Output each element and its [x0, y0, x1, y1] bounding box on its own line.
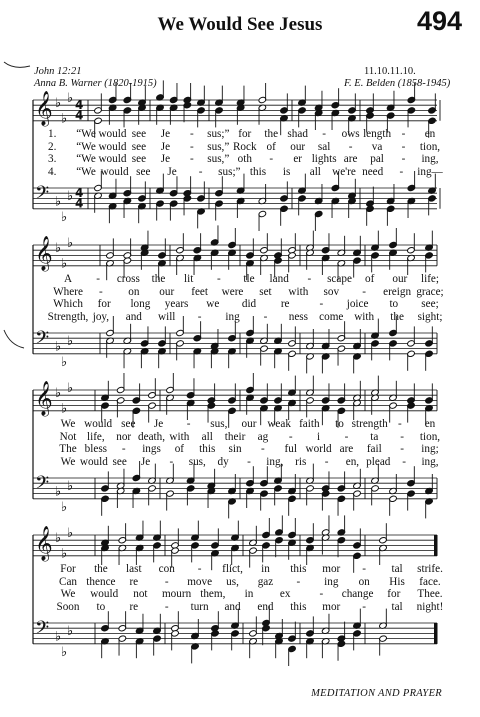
lyric-syllable: and [125, 310, 142, 323]
syllable-hyphen: - [397, 418, 402, 430]
lyric-syllable: ness [288, 310, 308, 323]
lyric-syllable: For [60, 563, 76, 575]
flat-icon: ♭ [55, 484, 62, 500]
lyric-syllable: thence [86, 575, 116, 588]
flat-icon: ♭ [61, 256, 68, 272]
lyric-syllable: long [130, 298, 151, 311]
lyric-syllable: this [290, 563, 307, 575]
margin-mark [4, 330, 24, 348]
lyric-syllable: scape [327, 273, 352, 285]
syllable-hyphen: - [186, 418, 191, 430]
syllable-hyphen: - [400, 443, 405, 456]
lyric-syllable: i [317, 430, 321, 443]
time-signature: 4 [75, 186, 84, 200]
lyric-syllable: sus, [188, 455, 206, 468]
lyric-syllable: with [354, 310, 375, 323]
lyric-syllable: con [158, 563, 175, 575]
lyric-syllable: We [60, 588, 76, 601]
lyric-syllable: weak [267, 418, 291, 430]
lyric-syllable: would [98, 153, 127, 166]
lyric-syllable: need [362, 165, 384, 178]
lyric-syllable: Can [58, 575, 78, 588]
syllable-hyphen: - [362, 600, 367, 613]
lyric-syllable: bless [84, 443, 108, 456]
lyric-syllable: face. [419, 575, 441, 588]
syllable-hyphen: - [96, 273, 101, 285]
flat-icon: ♭ [61, 210, 68, 225]
syllable-hyphen: - [296, 575, 301, 588]
lyric-syllable: His [389, 575, 405, 588]
music-system [33, 225, 440, 373]
syllable-hyphen: - [269, 153, 274, 166]
lyric-syllable: va [371, 140, 383, 153]
lyric-syllable: see [112, 455, 127, 468]
lyric-syllable: joice [346, 298, 369, 311]
lyric-syllable: nor [116, 430, 132, 443]
lyric-syllable: strength [351, 418, 388, 430]
lyric-syllable: sus,” [207, 140, 230, 153]
flat-icon: ♭ [67, 235, 74, 251]
flat-icon: ♭ [61, 645, 68, 660]
lyric-syllable: “We [76, 165, 96, 178]
words-attribution: Anna B. Warner (1820-1915) [34, 78, 157, 89]
flat-icon: ♭ [55, 241, 62, 256]
lyric-syllable: Je [160, 153, 171, 166]
syllable-hyphen: - [399, 165, 404, 178]
flat-icon: ♭ [67, 90, 74, 106]
lyric-syllable: “We [76, 140, 96, 153]
lyric-syllable: world [305, 443, 332, 456]
lyric-syllable: gaz [257, 575, 274, 588]
syllable-hyphen: - [247, 455, 251, 468]
lyric-syllable: see [131, 153, 147, 166]
lyric-syllable: tion, [419, 140, 441, 153]
syllable-hyphen: - [189, 128, 194, 140]
lyric-syllable: last [126, 563, 142, 575]
bass-clef-icon: 𝄢 [35, 618, 50, 643]
lyric-syllable: our [290, 140, 306, 153]
syllable-hyphen: - [197, 310, 202, 323]
lyric-syllable: sal [317, 140, 331, 153]
lyric-syllable: en, [345, 455, 360, 468]
lyric-syllable: their [224, 430, 246, 443]
lyric-syllable: Soon [56, 600, 80, 613]
flat-icon: ♭ [67, 624, 74, 640]
lyric-syllable: the [151, 273, 166, 285]
lyric-syllable: ing [225, 310, 240, 323]
lyric-syllable: would [98, 128, 127, 140]
lyric-syllable: plead [366, 455, 391, 468]
meter: 11.10.11.10. [364, 66, 416, 77]
syllable-hyphen: - [319, 298, 324, 311]
scripture-reference: John 12:21 [34, 66, 82, 77]
syllable-hyphen: - [401, 140, 406, 153]
flat-icon: ♭ [61, 401, 68, 417]
lyric-syllable: sin [228, 443, 242, 456]
flat-icon: ♭ [55, 531, 62, 546]
lyric-syllable: the [390, 310, 404, 323]
lyric-syllable: Thee. [417, 588, 443, 601]
lyric-syllable: the [264, 128, 279, 140]
treble-clef-icon: 𝄞 [35, 91, 53, 126]
syllable-hyphen: - [362, 285, 367, 298]
lyric-syllable: We [60, 418, 76, 430]
flat-icon: ♭ [67, 189, 74, 205]
lyric-syllable: fail [366, 443, 382, 456]
flat-icon: ♭ [67, 380, 74, 396]
lyric-syllable: re [129, 600, 139, 613]
lyric-syllable: to [96, 600, 106, 613]
flat-icon: ♭ [67, 334, 74, 350]
syllable-hyphen: - [401, 153, 406, 166]
lyric-syllable: ing; [421, 443, 439, 456]
lyric-syllable: en [424, 418, 436, 430]
lyric-syllable: Rock [232, 140, 257, 153]
lyric-syllable: length [363, 128, 392, 140]
lyric-syllable: er [293, 153, 303, 166]
lyric-syllable: turn [190, 600, 209, 613]
lyric-syllable: we [206, 298, 220, 311]
syllable-hyphen: - [216, 273, 221, 285]
lyric-syllable: all [201, 430, 213, 443]
syllable-hyphen: - [402, 455, 407, 468]
lyric-syllable: strife. [417, 563, 443, 575]
treble-clef-icon: 𝄞 [35, 381, 53, 416]
lyric-syllable: tle [243, 273, 255, 285]
time-signature: 4 [75, 108, 84, 123]
syllable-hyphen: - [348, 140, 353, 153]
lyric-syllable: sus,” [207, 153, 230, 166]
hymn-title: We Would See Jesus [157, 14, 323, 35]
syllable-hyphen: - [189, 153, 194, 166]
lyric-syllable: ta [370, 430, 379, 443]
lyric-syllable: ris [295, 455, 307, 468]
lyric-syllable: Which [53, 298, 83, 311]
lyric-syllable: change [341, 588, 374, 601]
lyric-syllable: for [97, 298, 111, 311]
lyric-syllable: see [136, 165, 151, 178]
flat-icon: ♭ [67, 479, 74, 495]
lyric-syllable: and [224, 600, 241, 613]
lyric-syllable: en [424, 128, 436, 140]
lyric-syllable: would [84, 418, 113, 430]
lyric-syllable: see [131, 140, 147, 153]
lyric-syllable: with [288, 285, 309, 298]
lyric-syllable: sus;” [218, 165, 241, 178]
verse-number: 2. [48, 140, 57, 153]
flat-icon: ♭ [55, 386, 62, 401]
lyric-syllable: ing, [421, 455, 439, 468]
lyric-syllable: A [63, 273, 73, 285]
lyric-syllable: Je [167, 165, 177, 178]
lyric-syllable: ows [341, 128, 360, 140]
lyric-syllable: this [290, 600, 307, 613]
lyric-syllable: our [392, 273, 408, 285]
treble-clef-icon: 𝄞 [35, 236, 53, 271]
lyric-syllable: of [174, 443, 185, 456]
lyric-syllable: ex [279, 588, 291, 601]
lyric-syllable: are [343, 153, 358, 166]
flat-icon: ♭ [67, 525, 74, 541]
lyric-syllable: set [259, 285, 272, 298]
lyric-syllable: pal [370, 153, 384, 166]
lyric-syllable: see [121, 418, 136, 430]
lyric-syllable: with [169, 430, 190, 443]
lyric-syllable: move [187, 575, 213, 588]
syllable-hyphen: - [164, 600, 169, 613]
lyric-syllable: years [164, 298, 189, 311]
lyric-syllable: would [100, 165, 129, 178]
flat-icon: ♭ [61, 500, 68, 515]
syllable-hyphen: - [322, 128, 327, 140]
lyric-syllable: mor [322, 600, 341, 613]
lyric-syllable: see [131, 128, 147, 140]
syllable-hyphen: - [362, 563, 367, 575]
lyric-syllable: Je [140, 455, 151, 468]
lyric-syllable: of [364, 273, 375, 285]
lyric-syllable: ing— [417, 165, 443, 178]
lyric-syllable: the [94, 563, 108, 575]
syllable-hyphen: - [198, 165, 203, 178]
hymn-number: 494 [416, 6, 462, 36]
lyric-syllable: come [319, 310, 344, 323]
syllable-hyphen: - [307, 273, 312, 285]
lyric-syllable: in [261, 563, 270, 575]
lyric-syllable: for [238, 128, 252, 140]
lyric-syllable: mourn [161, 588, 192, 601]
verse-number: 3. [48, 153, 57, 166]
lyric-syllable: this [199, 443, 216, 456]
lyric-syllable: ing, [421, 153, 439, 166]
syllable-hyphen: - [121, 443, 126, 456]
verse-number: 4. [48, 165, 57, 178]
lyric-syllable: ful [284, 443, 297, 456]
lyric-syllable: of [266, 140, 276, 153]
lyric-syllable: sight; [417, 310, 443, 323]
lyric-syllable: on [358, 575, 370, 588]
bass-clef-icon: 𝄢 [35, 328, 50, 353]
syllable-hyphen: - [263, 310, 268, 323]
lyric-syllable: our [241, 418, 257, 430]
flat-icon: ♭ [55, 339, 62, 355]
syllable-hyphen: - [99, 285, 103, 298]
lyric-syllable: lights [311, 153, 337, 166]
lyric-syllable: see; [421, 298, 439, 311]
syllable-hyphen: - [288, 430, 293, 443]
lyric-syllable: Je [160, 140, 171, 153]
time-signature: 4 [75, 98, 84, 112]
syllable-hyphen: - [319, 588, 324, 601]
lyric-syllable: ing, [266, 455, 284, 468]
lyric-syllable: night! [416, 600, 444, 613]
lyric-syllable: We [60, 455, 76, 468]
lyric-syllable: would [90, 588, 119, 601]
lyric-syllable: in [244, 588, 254, 601]
lyric-syllable: tal [391, 563, 403, 575]
lyric-syllable: flict, [222, 563, 243, 575]
lyric-syllable: did [241, 298, 257, 311]
lyric-syllable: for [387, 588, 401, 601]
music-attribution: F. E. Belden (1858-1945) [344, 78, 451, 89]
time-signature: 4 [75, 196, 84, 211]
lyric-syllable: Not [59, 430, 77, 443]
lyric-syllable: sus;” [207, 128, 230, 140]
lyric-syllable: not [133, 588, 148, 601]
lyric-syllable: end [257, 600, 274, 613]
bass-clef-icon: 𝄢 [35, 183, 50, 208]
flat-icon: ♭ [55, 96, 62, 111]
lyric-syllable: on [128, 285, 140, 298]
lyric-syllable: are [339, 443, 354, 456]
lyric-syllable: to [389, 298, 399, 311]
lyric-syllable: tion, [419, 430, 441, 443]
syllable-hyphen: - [400, 430, 405, 443]
flat-icon: ♭ [55, 194, 62, 210]
lyric-syllable: to [335, 418, 344, 430]
lyric-syllable: faith [299, 418, 320, 430]
lyric-syllable: Je [160, 128, 171, 140]
lyric-syllable: death, [138, 430, 166, 443]
lyric-syllable: we're [332, 165, 356, 178]
lyric-syllable: oth [237, 153, 252, 166]
lyric-syllable: cross [116, 273, 140, 285]
lyric-syllable: mor [322, 563, 341, 575]
flat-icon: ♭ [55, 629, 62, 645]
lyric-syllable: dy [217, 455, 229, 468]
syllable-hyphen: - [261, 443, 265, 456]
flat-icon: ♭ [61, 355, 68, 370]
bass-clef-icon: 𝄢 [35, 473, 50, 498]
lyric-syllable: re [280, 298, 290, 311]
lyric-syllable: Where [53, 285, 83, 298]
lyric-syllable: Je [153, 418, 164, 430]
lyric-syllable: lit [183, 273, 194, 285]
lyric-syllable: life, [86, 430, 105, 443]
syllable-hyphen: - [197, 563, 202, 575]
lyric-syllable: ereign [383, 285, 412, 298]
flat-icon: ♭ [61, 111, 68, 127]
syllable-hyphen: - [344, 430, 349, 443]
lyric-syllable: were [221, 285, 244, 298]
lyric-syllable: “We [76, 153, 96, 166]
lyric-syllable: would [98, 140, 127, 153]
lyric-syllable: sov [323, 285, 340, 298]
flat-icon: ♭ [61, 546, 68, 562]
margin-mark [4, 62, 30, 67]
lyric-syllable: Strength, [47, 310, 89, 323]
syllable-hyphen: - [189, 140, 194, 153]
syllable-hyphen: - [169, 455, 174, 468]
syllable-hyphen: - [401, 128, 406, 140]
treble-clef-icon: 𝄞 [35, 526, 53, 561]
lyric-syllable: our [159, 285, 175, 298]
lyric-syllable: joy, [92, 310, 110, 323]
hymn-category: MEDITATION AND PRAYER [311, 688, 442, 699]
lyric-syllable: re [129, 575, 139, 588]
lyric-syllable: ings [142, 443, 161, 456]
lyric-syllable: sus, [210, 418, 228, 430]
lyric-syllable: them, [200, 588, 226, 601]
lyric-syllable: would [79, 455, 108, 468]
lyric-syllable: ag [257, 430, 269, 443]
lyric-syllable: The [59, 443, 77, 456]
lyric-syllable: this [249, 165, 267, 178]
lyric-syllable: will [158, 310, 176, 323]
lyric-syllable: land [269, 273, 289, 285]
lyric-syllable: us, [226, 575, 239, 588]
lyric-syllable: ing [324, 575, 339, 588]
syllable-hyphen: - [324, 455, 329, 468]
lyric-syllable: “We [76, 128, 96, 140]
lyric-syllable: life; [420, 273, 440, 285]
lyric-syllable: is [282, 165, 291, 178]
lyric-syllable: tal [391, 600, 403, 613]
syllable-hyphen: - [164, 575, 169, 588]
lyric-syllable: feet [191, 285, 209, 298]
lyric-syllable: grace; [416, 285, 444, 298]
lyric-syllable: shad [287, 128, 308, 140]
lyric-syllable: all [309, 165, 321, 178]
verse-number: 1. [48, 128, 57, 140]
